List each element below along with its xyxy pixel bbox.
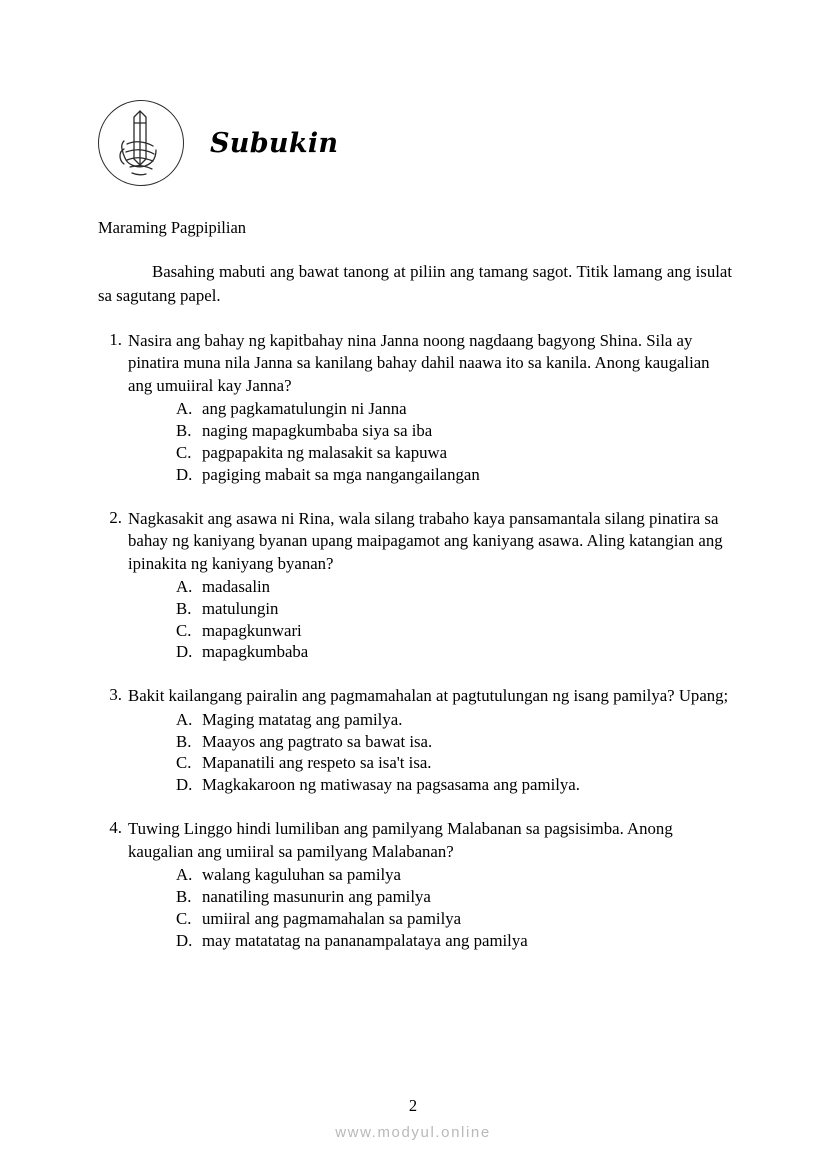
choice-letter: C. bbox=[176, 908, 192, 928]
pencil-in-hand-icon bbox=[98, 100, 184, 186]
choice-option[interactable] bbox=[176, 576, 732, 598]
choice-text: umiiral ang pagmamahalan sa pamilya bbox=[202, 908, 462, 928]
choice-text: may matatatag na pananampalataya ang pamilya bbox=[202, 930, 528, 950]
choice-option[interactable] bbox=[176, 398, 732, 420]
choice-letter: C. bbox=[176, 442, 192, 462]
choice-list bbox=[128, 398, 732, 485]
choice-text: naging mapagkumbaba siya sa iba bbox=[202, 421, 433, 441]
choice-option[interactable] bbox=[176, 709, 732, 731]
page-number: 2 bbox=[408, 1096, 418, 1115]
choice-text: pagiging mabait sa mga nangangailangan bbox=[202, 464, 480, 484]
question-number: 4. bbox=[109, 818, 122, 838]
question-item bbox=[98, 330, 732, 486]
choice-option[interactable] bbox=[176, 752, 732, 774]
choice-text: walang kaguluhan sa pamilya bbox=[202, 865, 401, 885]
document-content bbox=[98, 218, 732, 971]
subheading: Maraming Pagpipilian bbox=[98, 218, 247, 237]
choice-option[interactable] bbox=[176, 908, 732, 930]
choice-letter: B. bbox=[176, 598, 192, 618]
question-text: Nasira ang bahay ng kapitbahay nina Janna noong nagdaang bagyong Shina. Sila ay pinatira muna nila Janna sa kanilang bahay dahil naawa ito sa kanila. Anong kaugalian ang umuiiral kay Janna? bbox=[128, 330, 710, 395]
question-number: 2. bbox=[109, 507, 122, 527]
question-item bbox=[98, 508, 732, 664]
choice-text: Maayos ang pagtrato sa bawat isa. bbox=[202, 731, 433, 751]
choice-option[interactable] bbox=[176, 864, 732, 886]
choice-option[interactable] bbox=[176, 774, 732, 796]
watermark: www.modyul.online bbox=[335, 1124, 491, 1141]
question-text: Nagkasakit ang asawa ni Rina, wala silang trabaho kaya pansamantala silang pinatira sa bahay ng kaniyang byanan upang maipagamot ang kaniyang asawa. Aling katangian ang ipinakita ng kaniyang byanan? bbox=[128, 508, 723, 573]
choice-letter: D. bbox=[176, 642, 193, 662]
choice-letter: D. bbox=[176, 775, 193, 795]
section-header bbox=[98, 100, 338, 186]
instructions-text: Basahing mabuti ang bawat tanong at piliin ang tamang sagot. Titik lamang ang isulat sa sagutang papel. bbox=[98, 262, 732, 305]
choice-list bbox=[128, 709, 732, 796]
choice-text: Magkakaroon ng matiwasay na pagsasama ang pamilya. bbox=[202, 775, 580, 795]
question-number: 1. bbox=[109, 329, 122, 349]
choice-option[interactable] bbox=[176, 731, 732, 753]
choice-text: nanatiling masunurin ang pamilya bbox=[202, 886, 431, 906]
choice-text: ang pagkamatulungin ni Janna bbox=[202, 399, 407, 419]
choice-letter: A. bbox=[176, 577, 193, 596]
choice-letter: B. bbox=[176, 886, 192, 906]
choice-list bbox=[128, 864, 732, 951]
choice-text: mapagkumbaba bbox=[202, 642, 309, 662]
choice-option[interactable] bbox=[176, 886, 732, 908]
choice-letter: A. bbox=[176, 709, 193, 729]
question-number: 3. bbox=[109, 685, 122, 705]
choice-text: pagpapakita ng malasakit sa kapuwa bbox=[202, 442, 448, 462]
choice-option[interactable] bbox=[176, 620, 732, 642]
choice-text: madasalin bbox=[202, 577, 271, 596]
choice-letter: B. bbox=[176, 421, 192, 441]
choice-text: Maging matatag ang pamilya. bbox=[202, 709, 403, 729]
choice-list bbox=[128, 576, 732, 663]
choice-letter: A. bbox=[176, 865, 193, 885]
choice-letter: B. bbox=[176, 731, 192, 751]
choice-letter: C. bbox=[176, 620, 192, 640]
choice-option[interactable] bbox=[176, 641, 732, 663]
question-item bbox=[98, 685, 732, 796]
choice-option[interactable] bbox=[176, 464, 732, 486]
question-list bbox=[98, 330, 732, 952]
choice-letter: D. bbox=[176, 464, 193, 484]
choice-option[interactable] bbox=[176, 598, 732, 620]
question-text: Bakit kailangang pairalin ang pagmamahalan at pagtutulungan ng isang pamilya? Upang; bbox=[128, 686, 729, 706]
choice-option[interactable] bbox=[176, 420, 732, 442]
choice-option[interactable] bbox=[176, 442, 732, 464]
choice-text: Mapanatili ang respeto sa isa't isa. bbox=[202, 753, 432, 773]
question-item bbox=[98, 818, 732, 951]
choice-option[interactable] bbox=[176, 930, 732, 952]
page-title: Subukin bbox=[210, 127, 339, 159]
choice-letter: A. bbox=[176, 399, 193, 419]
choice-text: matulungin bbox=[202, 598, 279, 618]
choice-text: mapagkunwari bbox=[202, 620, 302, 640]
question-text: Tuwing Linggo hindi lumiliban ang pamilyang Malabanan sa pagsisimba. Anong kaugalian ang umiiral sa pamilyang Malabanan? bbox=[128, 819, 673, 861]
choice-letter: C. bbox=[176, 753, 192, 773]
choice-letter: D. bbox=[176, 930, 193, 950]
